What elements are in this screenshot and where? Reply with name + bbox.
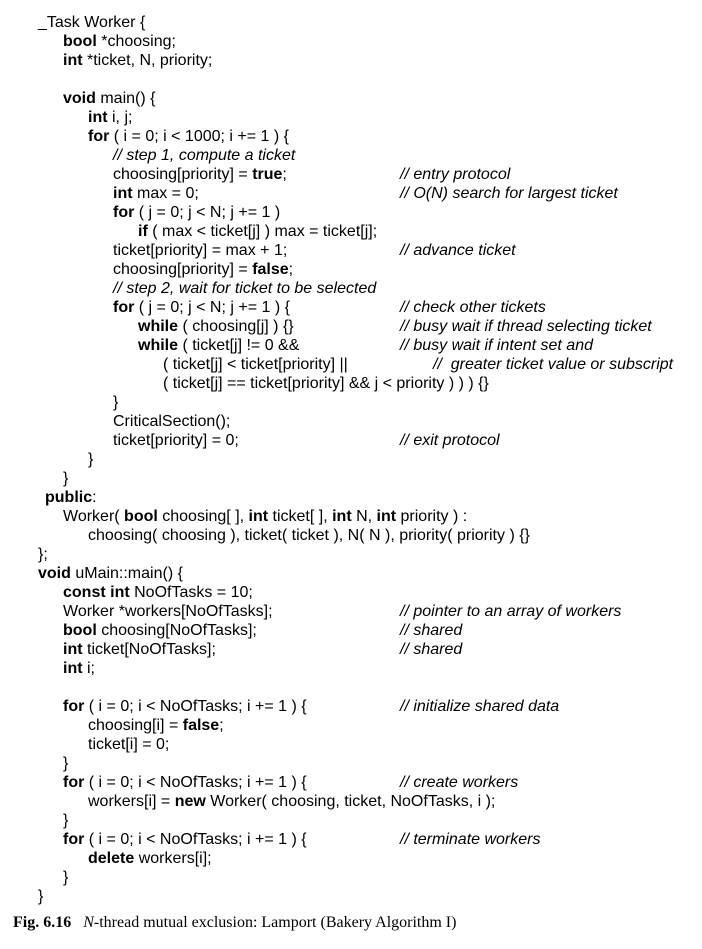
- inline-comment: // shared: [400, 641, 463, 658]
- code-line: [38, 51, 702, 70]
- code-text: ( i = 0; i < NoOfTasks; i += 1 ) {: [84, 831, 307, 848]
- code-line: [38, 678, 702, 697]
- code-line: [38, 773, 702, 792]
- code-text: }: [113, 394, 119, 411]
- code-line: [38, 222, 702, 241]
- inline-comment: // initialize shared data: [400, 698, 560, 715]
- inline-comment: // entry protocol: [400, 166, 511, 183]
- keyword-text: delete: [88, 850, 135, 867]
- code-text: -thread mutual exclusion: Lamport (Bakery Algorithm I): [93, 914, 457, 931]
- code-line: [38, 868, 702, 887]
- code-text: ( j = 0; j < N; j += 1 ): [134, 204, 281, 221]
- code-text: workers[i] =: [88, 793, 175, 810]
- code-text: priority ) :: [396, 508, 468, 525]
- code-text: i;: [82, 660, 95, 677]
- code-text: choosing[priority] =: [113, 261, 253, 278]
- code-line: [38, 621, 702, 640]
- code-line: [38, 279, 702, 298]
- keyword-text: void: [38, 565, 71, 582]
- inline-comment: // advance ticket: [400, 242, 516, 259]
- code-text: Worker( choosing, ticket, NoOfTasks, i );: [205, 793, 496, 810]
- inline-comment: // greater ticket value or subscript: [433, 356, 674, 373]
- figure-caption: [13, 913, 693, 933]
- code-text: choosing[NoOfTasks];: [96, 622, 257, 639]
- code-line: [38, 13, 702, 32]
- code-line: [38, 355, 702, 374]
- code-text: choosing[priority] =: [113, 166, 253, 183]
- code-line: [38, 184, 702, 203]
- keyword-text: void: [63, 90, 96, 107]
- code-text: workers[i];: [134, 850, 212, 867]
- code-line: [38, 697, 702, 716]
- code-line: [38, 735, 702, 754]
- code-text: ticket[ ],: [268, 508, 333, 525]
- code-line: [38, 317, 702, 336]
- code-text: ;: [288, 261, 294, 278]
- inline-comment: // check other tickets: [400, 299, 546, 316]
- code-text: choosing( choosing ), ticket( ticket ), N( N ), priority( priority ) {}: [88, 527, 530, 544]
- code-text: ( i = 0; i < 1000; i += 1 ) {: [109, 128, 289, 145]
- keyword-text: for: [63, 774, 85, 791]
- comment-text: // step 2, wait for ticket to be selected: [113, 280, 377, 297]
- code-line: [38, 659, 702, 678]
- code-text: ( choosing[j] ) {}: [178, 318, 294, 335]
- inline-comment: // create workers: [400, 774, 519, 791]
- inline-comment: // busy wait if thread selecting ticket: [400, 318, 652, 335]
- keyword-text: int: [332, 508, 352, 525]
- code-line: [38, 450, 702, 469]
- keyword-text: int: [63, 641, 83, 658]
- code-text: i, j;: [107, 109, 133, 126]
- code-text: }: [63, 755, 69, 772]
- keyword-text: for: [63, 831, 85, 848]
- keyword-text: int: [248, 508, 269, 525]
- code-text: ( i = 0; i < NoOfTasks; i += 1 ) {: [84, 698, 307, 715]
- inline-comment: // busy wait if intent set and: [400, 337, 593, 354]
- code-text: N,: [351, 508, 377, 525]
- code-line: [38, 336, 702, 355]
- keyword-text: int: [63, 52, 83, 69]
- code-text: ( ticket[j] == ticket[priority] && j < priority ) ) ) {}: [163, 375, 489, 392]
- inline-comment: // pointer to an array of workers: [400, 603, 622, 620]
- code-line: [38, 887, 702, 906]
- keyword-text: int: [376, 508, 397, 525]
- keyword-text: true: [252, 166, 283, 183]
- keyword-text: for: [113, 204, 135, 221]
- code-line: [38, 260, 702, 279]
- code-text: CriticalSection();: [113, 413, 231, 430]
- inline-comment: // exit protocol: [400, 432, 500, 449]
- keyword-text: int: [113, 185, 133, 202]
- code-text: }: [63, 812, 69, 829]
- code-line: [38, 507, 702, 526]
- code-text: ticket[i] = 0;: [88, 736, 170, 753]
- code-text: ( ticket[j] < ticket[priority] ||: [163, 356, 348, 373]
- code-line: [38, 431, 702, 450]
- code-line: [38, 488, 702, 507]
- keyword-text: while: [138, 318, 179, 335]
- code-text: [71, 914, 83, 931]
- code-line: [38, 393, 702, 412]
- code-text: *ticket, N, priority;: [82, 52, 213, 69]
- code-text: }: [63, 869, 69, 886]
- code-text: :: [92, 489, 97, 506]
- code-text: *choosing;: [96, 33, 176, 50]
- code-text: ( i = 0; i < NoOfTasks; i += 1 ) {: [84, 774, 307, 791]
- inline-comment: // O(N) search for largest ticket: [400, 185, 618, 202]
- keyword-text: const int: [63, 584, 130, 601]
- code-line: [38, 602, 702, 621]
- code-line: [38, 89, 702, 108]
- inline-comment: // shared: [400, 622, 463, 639]
- code-text: ;: [219, 717, 224, 734]
- code-line: [38, 583, 702, 602]
- code-line: [38, 754, 702, 773]
- code-line: [38, 412, 702, 431]
- keyword-text: public: [45, 489, 93, 506]
- code-text: ticket[NoOfTasks];: [82, 641, 216, 658]
- code-text: ( ticket[j] != 0 &&: [178, 337, 300, 354]
- keyword-text: new: [174, 793, 206, 810]
- code-line: [38, 241, 702, 260]
- code-text: _Task Worker {: [38, 14, 146, 31]
- keyword-text: false: [182, 717, 220, 734]
- code-text: choosing[i] =: [88, 717, 183, 734]
- code-line: [38, 146, 702, 165]
- keyword-text: int: [63, 660, 83, 677]
- code-line: [38, 849, 702, 868]
- keyword-text: bool: [124, 508, 158, 525]
- code-text: max = 0;: [132, 185, 199, 202]
- code-text: ticket[priority] = max + 1;: [113, 242, 288, 259]
- code-line: [38, 165, 702, 184]
- code-text: }: [88, 451, 94, 468]
- keyword-text: bool: [63, 33, 97, 50]
- code-text: uMain::main() {: [70, 565, 183, 582]
- code-line: [38, 545, 702, 564]
- code-text: Worker *workers[NoOfTasks];: [63, 603, 273, 620]
- code-line: [38, 469, 702, 488]
- code-line: [38, 526, 702, 545]
- comment-text: // step 1, compute a ticket: [113, 147, 296, 164]
- code-line: [38, 716, 702, 735]
- code-line: [38, 32, 702, 51]
- keyword-text: if: [138, 223, 148, 240]
- code-text: Worker(: [63, 508, 125, 525]
- code-line: [38, 811, 702, 830]
- comment-text: N: [83, 914, 94, 931]
- keyword-text: false: [252, 261, 289, 278]
- keyword-text: bool: [63, 622, 97, 639]
- keyword-text: int: [88, 109, 108, 126]
- code-text: };: [38, 546, 48, 563]
- code-line: [38, 830, 702, 849]
- code-text: ( j = 0; j < N; j += 1 ) {: [134, 299, 290, 316]
- code-line: [38, 70, 702, 89]
- code-line: [38, 298, 702, 317]
- code-text: NoOfTasks = 10;: [129, 584, 253, 601]
- code-text: ( max < ticket[j] ) max = ticket[j];: [147, 223, 378, 240]
- code-line: [38, 792, 702, 811]
- code-text: choosing[ ],: [157, 508, 249, 525]
- code-text: main() {: [95, 90, 156, 107]
- code-listing: [38, 13, 702, 906]
- code-line: [38, 203, 702, 222]
- code-text: ticket[priority] = 0;: [113, 432, 239, 449]
- code-line: [38, 108, 702, 127]
- code-text: }: [38, 888, 44, 905]
- code-line: [38, 564, 702, 583]
- inline-comment: // terminate workers: [400, 831, 541, 848]
- code-line: [38, 640, 702, 659]
- code-text: }: [63, 470, 69, 487]
- code-text: ;: [282, 166, 287, 183]
- keyword-text: while: [138, 337, 179, 354]
- code-line: [38, 374, 702, 393]
- keyword-text: for: [63, 698, 85, 715]
- keyword-text: for: [113, 299, 135, 316]
- code-line: [38, 127, 702, 146]
- keyword-text: Fig. 6.16: [13, 914, 72, 931]
- keyword-text: for: [88, 128, 110, 145]
